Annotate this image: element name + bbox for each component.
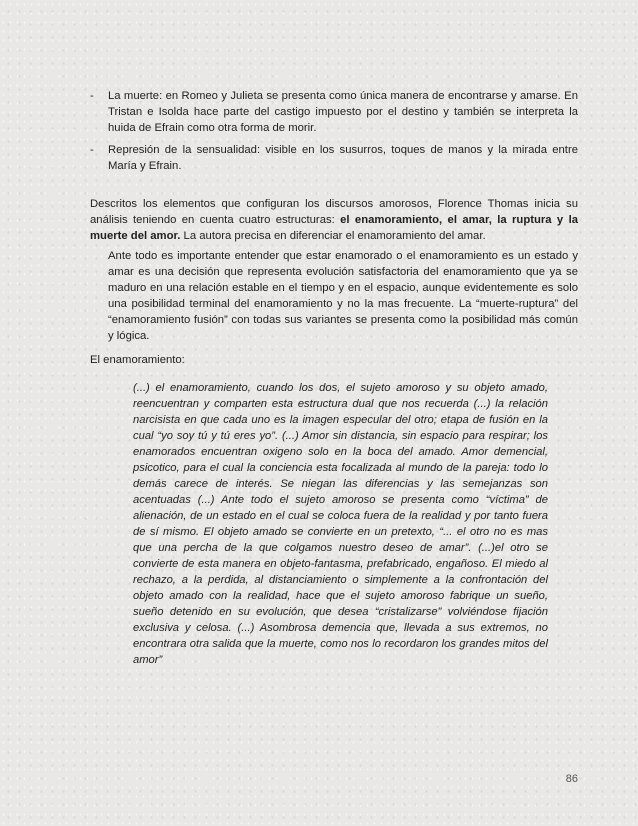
bullet-dash: - bbox=[90, 144, 94, 156]
bullet-item-sensuality bbox=[90, 142, 578, 174]
paragraph-bold-structures: el enamoramiento, el amar, la ruptura y la muerte del amor. bbox=[90, 214, 579, 242]
section-heading: El enamoramiento: bbox=[90, 354, 185, 366]
bullet-dash: - bbox=[90, 90, 94, 102]
block-quote-enamoramiento: (...) el enamoramiento, cuando los dos, el sujeto amoroso y su objeto amado, reencuentran y comparten esta estructura dual que nos recuerda (...) la relación narcisista en que cada uno es la imagen especular del otro; etapa de fusión en la cual “yo soy tú y tú eres yo”. (...) Amor sin distancia, sin espacio para respirar; los enamorados encuentran oxigeno solo en la boca del amado. Amor demencial, psicotico, para el cual la conciencia esta focalizada al mundo de la pareja: todo lo demás carece de interés. Se niegan las diferencias y las semejanzas son acentuadas (...) Ante todo el sujeto amoroso se presenta como “víctima” de alienación, de un estado en el cual se coloca fuera de la realidad y por tanto fuera de sí mismo. El objeto amado se convierte en un pretexto, “... el otro no es mas que una percha de la que colgamos nuestro deseo de amar”. (...)el otro se convierte de esta manera en objeto-fantasma, prefabricado, engañoso. El miedo al rechazo, a la perdida, al distanciamiento o simplemente a la confrontación del objeto amado con la realidad, hace que el sujeto amoroso fabrique un sueño, sueño detenido en su evolución, que desea “cristalizarse” volviéndose fijación exclusiva y celosa. (...) Asombrosa demencia que, llevada a sus extremos, no encontrara otra salida que la muerte, como nos lo recordaron los grandes mitos del amor” bbox=[133, 382, 548, 666]
paragraph-text-start: Descritos los elementos que configuran los discursos amorosos, Florence Thomas inicia su análisis teniendo en cuenta cuatro estructuras: bbox=[90, 198, 578, 226]
bullet-item-death bbox=[90, 88, 578, 136]
paragraph-text-end: La autora precisa en diferenciar el enamoramiento del amar. bbox=[180, 230, 486, 242]
bullet-text: Represión de la sensualidad: visible en los susurros, toques de manos y la mirada entre María y Efrain. bbox=[108, 144, 578, 172]
intro-paragraph bbox=[90, 196, 578, 244]
block-quote-definition: Ante todo es importante entender que estar enamorado o el enamoramiento es un estado y amar es una decisión que representa evolución satisfactoria del enamoramiento que ya se maduro en una relación estable en el tiempo y en el espacio, aunque evidentemente es solo una posibilidad terminal del enamoramiento y no la mas frecuente. La “muerte-ruptura” del “enamoramiento fusión” con todas sus variantes se presenta como la posibilidad más común y lógica. bbox=[108, 250, 578, 342]
page-number: 86 bbox=[565, 773, 578, 785]
bullet-text: La muerte: en Romeo y Julieta se presenta como única manera de encontrarse y amarse. En Tristan e Isolda hace parte del castigo impuesto por el destino y también se interpreta la huida de Efrain como otra forma de morir. bbox=[108, 90, 578, 134]
